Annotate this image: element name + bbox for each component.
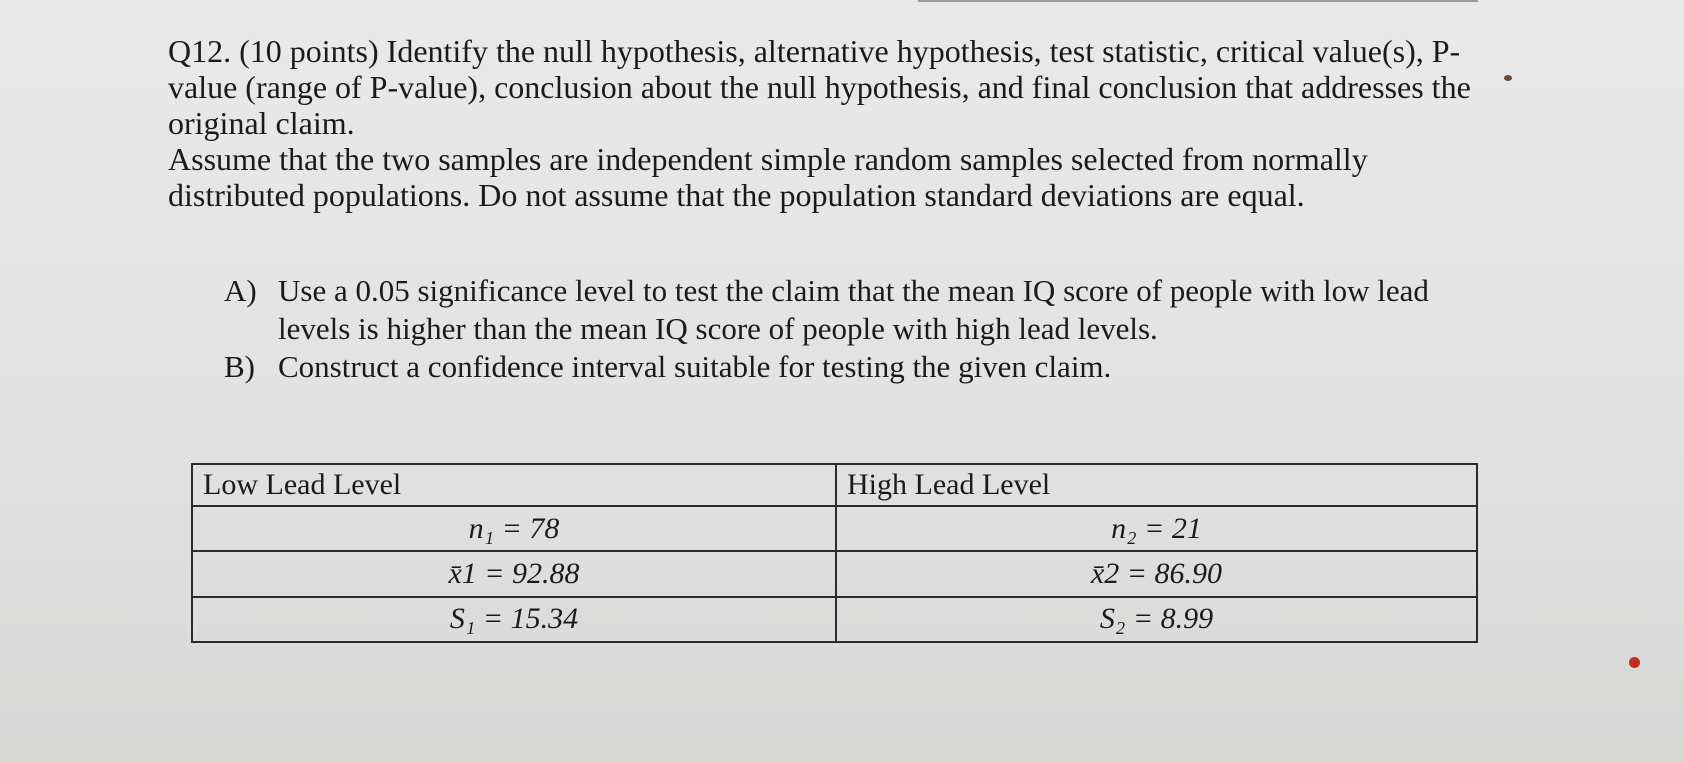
table-header-row — [192, 464, 1477, 506]
part-a-text: Use a 0.05 significance level to test the claim that the mean IQ score of people with low lead levels is higher than the mean IQ score of people with high lead levels. — [278, 273, 1429, 346]
low-s-value: S₁ = 15.34 — [449, 602, 579, 636]
part-b — [224, 348, 1474, 386]
question-parts — [224, 272, 1474, 386]
high-xbar-cell — [836, 551, 1477, 596]
part-b-text: Construct a confidence interval suitable for testing the given claim. — [278, 349, 1112, 384]
high-xbar-value: x̄2 = 86.90 — [1090, 556, 1223, 590]
top-edge-rule — [918, 0, 1478, 2]
low-s-cell — [192, 597, 836, 642]
question-intro: Q12. (10 points) Identify the null hypothesis, alternative hypothesis, test statistic, critical value(s), P-value (range of P-value), conclusion about the null hypothesis, and final conclusion that addresses the original claim. — [168, 33, 1471, 141]
part-a — [224, 272, 1474, 348]
low-n-cell — [192, 506, 836, 551]
question-block — [168, 33, 1508, 213]
high-s-cell — [836, 597, 1477, 642]
low-xbar-value: x̄1 = 92.88 — [448, 556, 580, 590]
table-row — [192, 551, 1477, 596]
low-xbar-cell — [192, 551, 836, 596]
sample-data-table — [191, 463, 1478, 643]
table-row — [192, 506, 1477, 551]
table-row — [192, 597, 1477, 642]
high-n-value: n₂ = 21 — [1111, 511, 1202, 545]
red-speck-mark — [1629, 657, 1640, 668]
high-s-value: S₂ = 8.99 — [1099, 602, 1214, 636]
header-high-lead: High Lead Level — [836, 464, 1477, 506]
high-n-cell — [836, 506, 1477, 551]
low-n-value: n₁ = 78 — [468, 511, 560, 545]
part-a-marker: A) — [224, 273, 257, 308]
question-assumption: Assume that the two samples are independent simple random samples selected from normally distributed populations. Do not assume that the population standard deviations are equal. — [168, 141, 1368, 213]
header-low-lead: Low Lead Level — [192, 464, 836, 506]
part-b-marker: B) — [224, 349, 255, 384]
